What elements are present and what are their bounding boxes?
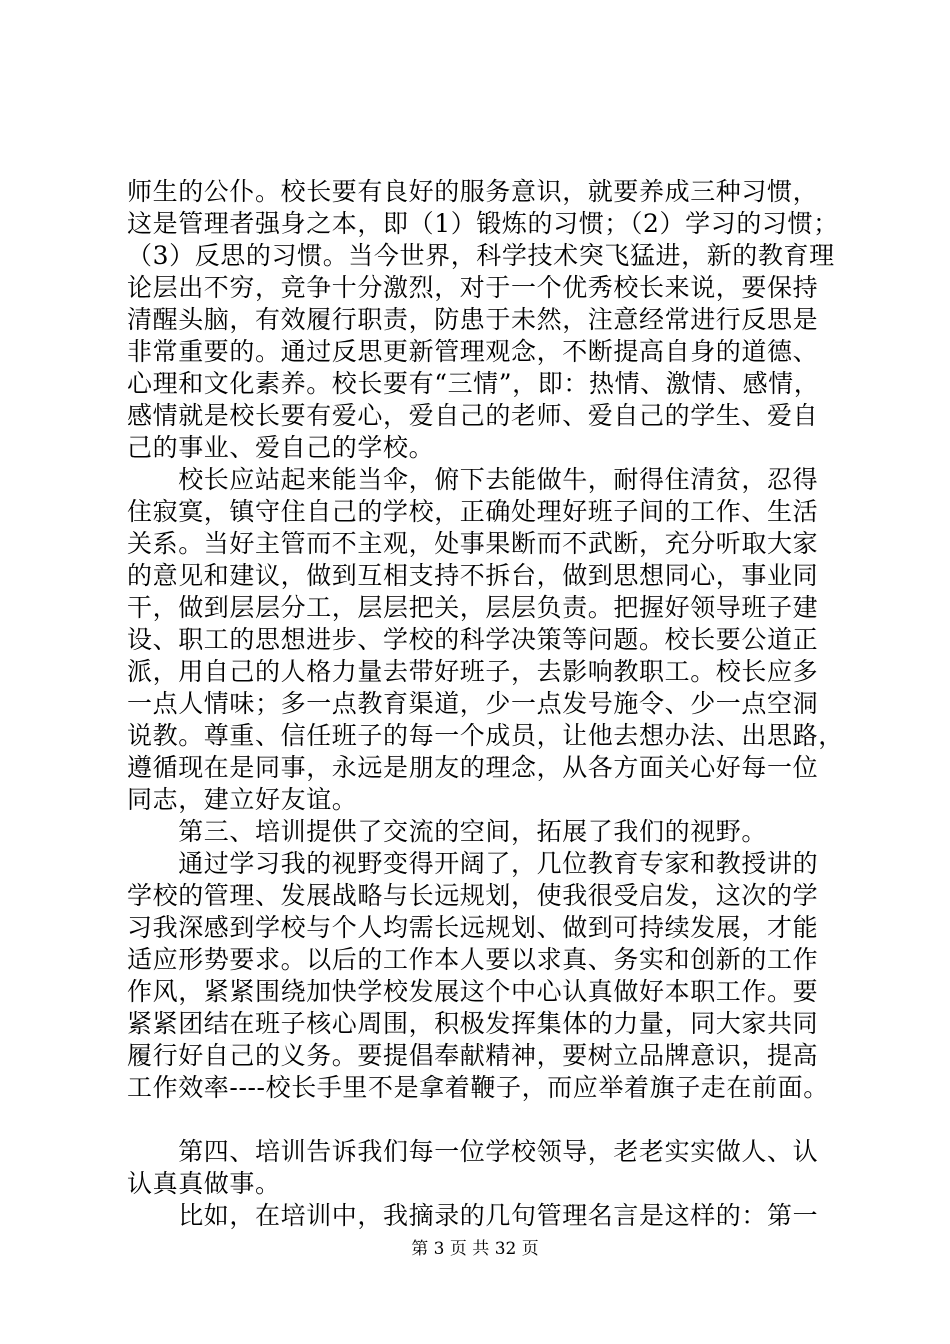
text-line: 第三、培训提供了交流的空间，拓展了我们的视野。: [127, 817, 768, 846]
text-line: 紧紧团结在班子核心周围，积极发挥集体的力量，同大家共同: [127, 1009, 819, 1038]
text-line: 师生的公仆。校长要有良好的服务意识，就要养成三种习惯，: [127, 177, 819, 206]
text-line: 关系。当好主管而不主观，处事果断而不武断，充分听取大家: [127, 529, 819, 558]
document-body: [127, 176, 842, 1232]
text-line: 工作效率----校长手里不是拿着鞭子，而应举着旗子走在前面。: [127, 1073, 829, 1102]
text-line: 比如，在培训中，我摘录的几句管理名言是这样的：第一: [127, 1201, 819, 1230]
text-line: 同志，建立好友谊。: [127, 785, 358, 814]
text-line: 通过学习我的视野变得开阔了，几位教育专家和教授讲的: [127, 849, 819, 878]
text-line: 己的事业、爱自己的学校。: [127, 433, 435, 462]
text-line: 说教。尊重、信任班子的每一个成员，让他去想办法、出思路，: [127, 721, 844, 750]
text-line: 住寂寞，镇守住自己的学校，正确处理好班子间的工作、生活: [127, 497, 819, 526]
text-line: 一点人情味；多一点教育渠道，少一点发号施令、少一点空洞: [127, 689, 819, 718]
text-line: 遵循现在是同事，永远是朋友的理念，从各方面关心好每一位: [127, 753, 819, 782]
text-line: 校长应站起来能当伞，俯下去能做牛，耐得住清贫，忍得: [127, 465, 819, 494]
text-line: 这是管理者强身之本，即（1）锻炼的习惯；（2）学习的习惯；: [127, 209, 839, 238]
text-line: 第四、培训告诉我们每一位学校领导，老老实实做人、认: [127, 1137, 819, 1166]
page-footer: 第 3 页 共 32 页: [411, 1239, 539, 1259]
blank-line: [127, 1104, 842, 1136]
text-line: （3）反思的习惯。当今世界，科学技术突飞猛进，新的教育理: [127, 241, 835, 270]
text-line: 设、职工的思想进步、学校的科学决策等问题。校长要公道正: [127, 625, 819, 654]
text-line: 的意见和建议，做到互相支持不拆台，做到思想同心，事业同: [127, 561, 819, 590]
text-line: 感情就是校长要有爱心，爱自己的老师、爱自己的学生、爱自: [127, 401, 819, 430]
text-line: 学校的管理、发展战略与长远规划，使我很受启发，这次的学: [127, 881, 819, 910]
text-line: 论层出不穷，竞争十分激烈，对于一个优秀校长来说，要保持: [127, 273, 819, 302]
text-line: 适应形势要求。以后的工作本人要以求真、务实和创新的工作: [127, 945, 819, 974]
text-line: 干，做到层层分工，层层把关，层层负责。把握好领导班子建: [127, 593, 819, 622]
text-line: 认真真做事。: [127, 1169, 281, 1198]
text-line: 心理和文化素养。校长要有“三情”，即：热情、激情、感情，: [127, 369, 820, 398]
text-line: 清醒头脑，有效履行职责，防患于未然，注意经常进行反思是: [127, 305, 819, 334]
text-line: 非常重要的。通过反思更新管理观念，不断提高自身的道德、: [127, 337, 819, 366]
text-line: 派，用自己的人格力量去带好班子，去影响教职工。校长应多: [127, 657, 819, 686]
text-line: 作风，紧紧围绕加快学校发展这个中心认真做好本职工作。要: [127, 977, 819, 1006]
text-line: 履行好自己的义务。要提倡奉献精神，要树立品牌意识，提高: [127, 1041, 819, 1070]
text-line: 习我深感到学校与个人均需长远规划、做到可持续发展，才能: [127, 913, 819, 942]
